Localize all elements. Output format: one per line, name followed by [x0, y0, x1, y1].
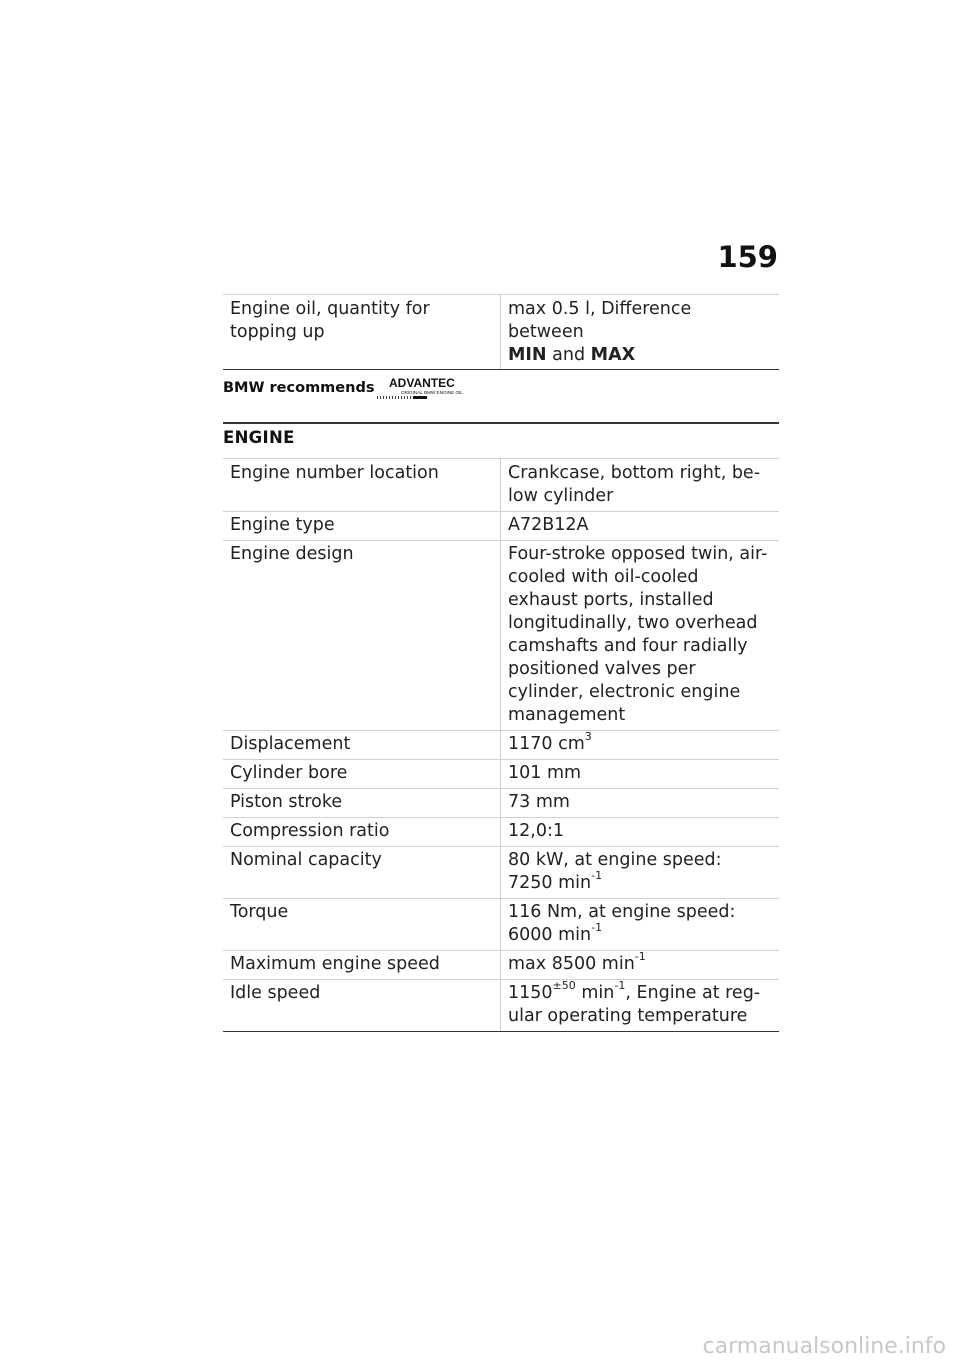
- table-row: [223, 541, 779, 731]
- table-row: [223, 899, 779, 951]
- engine-design-label: Engine design: [223, 541, 501, 731]
- page-content: [223, 294, 779, 1032]
- idle-speed-unit-exponent: -1: [614, 979, 626, 993]
- idle-speed-tolerance: ±50: [552, 979, 576, 993]
- bmw-recommends: [223, 370, 779, 410]
- piston-stroke-label: Piston stroke: [223, 789, 501, 818]
- compression-ratio-label: Compression ratio: [223, 818, 501, 847]
- table-row: [223, 847, 779, 899]
- displacement-label: Displacement: [223, 731, 501, 760]
- displacement-exponent: 3: [584, 730, 592, 744]
- section-divider: [223, 422, 779, 424]
- nominal-capacity-exponent: -1: [591, 869, 603, 883]
- engine-number-location-label: Engine number location: [223, 459, 501, 512]
- displacement-value: [501, 731, 780, 760]
- engine-design-value: Four-stroke opposed twin, air-cooled with oil-cooled exhaust ports, installed longitudinally, two overhead camshafts and four radially positioned valves per cylinder, electronic engine management: [501, 541, 780, 731]
- nominal-capacity-line1: 80 kW, at engine speed:: [508, 850, 722, 870]
- bmw-recommends-text: BMW recommends: [223, 380, 375, 396]
- table-row: [223, 818, 779, 847]
- torque-exponent: -1: [591, 921, 603, 935]
- max-engine-speed-exponent: -1: [634, 950, 646, 964]
- table-row: [223, 980, 779, 1032]
- table-row: [223, 789, 779, 818]
- engine-type-value: A72B12A: [501, 512, 780, 541]
- piston-stroke-value: 73 mm: [501, 789, 780, 818]
- nominal-capacity-label: Nominal capacity: [223, 847, 501, 899]
- max-engine-speed-value: [501, 951, 780, 980]
- displacement-value-text: 1170 cm: [508, 734, 585, 754]
- torque-label: Torque: [223, 899, 501, 951]
- advantec-logo-subtitle: ORIGINAL BMW ENGINE OIL: [401, 390, 463, 395]
- oil-quantity-table: [223, 294, 779, 370]
- idle-speed-number: 1150: [508, 983, 553, 1003]
- engine-type-label: Engine type: [223, 512, 501, 541]
- max-mark: MAX: [590, 345, 636, 365]
- idle-speed-label: Idle speed: [223, 980, 501, 1032]
- nominal-capacity-line2: 7250 min: [508, 873, 592, 893]
- table-row: [223, 951, 779, 980]
- section-title: ENGINE: [223, 428, 295, 447]
- advantec-logo-title: ADVANTEC: [389, 376, 455, 390]
- oil-quantity-value: [501, 295, 780, 370]
- idle-speed-unit: min: [575, 983, 615, 1003]
- compression-ratio-value: 12,0:1: [501, 818, 780, 847]
- watermark: carmanualsonline.info: [702, 1334, 946, 1359]
- engine-number-location-value: Crankcase, bottom right, be-low cylinder: [501, 459, 780, 512]
- nominal-capacity-value: [501, 847, 780, 899]
- idle-speed-rest: , Engine at reg-ular operating temperature: [508, 983, 761, 1026]
- torque-line2: 6000 min: [508, 925, 592, 945]
- torque-line1: 116 Nm, at engine speed:: [508, 902, 736, 922]
- advantec-logo-icon: [375, 376, 475, 400]
- table-row: [223, 512, 779, 541]
- table-row: [223, 731, 779, 760]
- max-engine-speed-text: max 8500 min: [508, 954, 635, 974]
- cylinder-bore-label: Cylinder bore: [223, 760, 501, 789]
- table-row: [223, 295, 779, 370]
- engine-spec-table: [223, 458, 779, 1032]
- min-mark: MIN: [508, 345, 547, 365]
- oil-quantity-value-text: max 0.5 l, Difference between: [508, 299, 692, 342]
- cylinder-bore-value: 101 mm: [501, 760, 780, 789]
- advantec-logo-bars: [377, 396, 427, 399]
- torque-value: [501, 899, 780, 951]
- and-word: and: [552, 345, 586, 365]
- page-number: 159: [717, 240, 778, 274]
- oil-quantity-label: Engine oil, quantity for topping up: [223, 295, 501, 370]
- table-row: [223, 760, 779, 789]
- idle-speed-value: [501, 980, 780, 1032]
- table-row: [223, 459, 779, 512]
- max-engine-speed-label: Maximum engine speed: [223, 951, 501, 980]
